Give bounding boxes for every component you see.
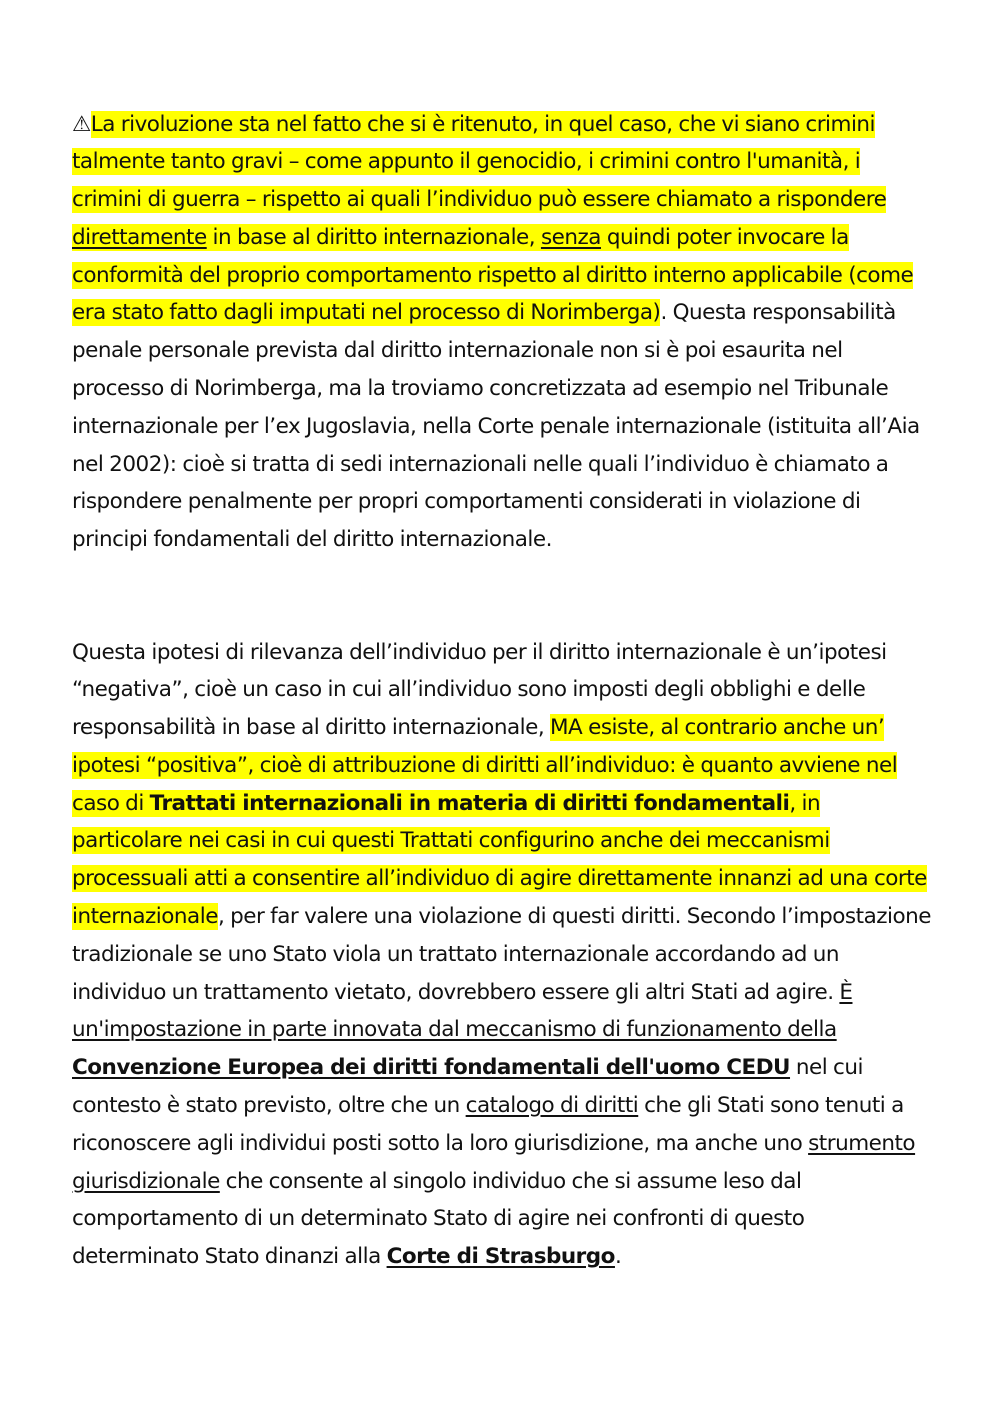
text-run: quindi poter invocare la conformità del proprio comportamento rispetto al diritto interno applicabile (come era stato fatto dagli imputati nel processo di Norimberga) <box>72 224 914 326</box>
bold-text: Trattati internazionali in materia di diritti fondamentali <box>149 790 790 816</box>
text-run: . Questa responsabilità penale personale prevista dal diritto internazionale non si è poi esaurita nel processo di Norimberga, ma la troviamo concretizzata ad esempio nel Tribunale internazionale per l’ex Jugoslavia, nella Corte penale internazionale (istituita all’Aia nel 2002): cioè si tratta di sedi internazionali nelle quali l’individuo è chiamato a rispondere penalmente per propri comportamenti considerati in violazione di principi fondamentali del diritto internazionale. <box>72 300 920 553</box>
warning-icon: ⚠ <box>72 111 91 137</box>
text-run: nel cui contesto è stato previsto, oltre che un <box>72 1055 863 1119</box>
bold-text: Convenzione Europea dei diritti fondamentali dell'uomo CEDU <box>72 1055 791 1081</box>
bold-underlined-text: Corte di Strasburgo <box>386 1244 615 1270</box>
text-run: È un'impostazione in parte innovata dal meccanismo di funzionamento della <box>72 979 853 1043</box>
text-run: Questa ipotesi di rilevanza dell’individuo per il diritto internazionale è un’ipotesi “negativa”, cioè un caso in cui all’individuo sono imposti degli obblighi e delle responsabilità in base al diritto internazionale, <box>72 639 887 741</box>
underlined-text: catalogo di diritti <box>465 1093 639 1119</box>
text-run: che gli Stati sono tenuti a riconoscere agli individui posti sotto la loro giurisdizione, ma anche uno <box>72 1093 904 1156</box>
highlighted-text <box>72 714 927 930</box>
underlined-text: direttamente <box>72 224 207 250</box>
underlined-text: senza <box>540 224 601 250</box>
paragraph-2 <box>72 634 932 1277</box>
text-run: che consente al singolo individuo che si assume leso dal comportamento di un determinato Stato di agire nei confronti di questo determinato Stato dinanzi alla <box>72 1168 805 1270</box>
highlighted-text <box>72 111 913 327</box>
text-run: , per far valere una violazione di questi diritti. Secondo l’impostazione tradizionale se uno Stato viola un trattato internazionale accordando ad un individuo un trattamento vietato, dovrebbero essere gli altri Stati ad agire. <box>72 904 932 1005</box>
text-run: in base al diritto internazionale, <box>206 224 541 250</box>
text-run: . <box>614 1244 622 1270</box>
text-run: MA esiste, al contrario anche un’ ipotesi “positiva”, cioè di attribuzione di diritti all’individuo: è quanto avviene nel caso di <box>72 715 898 816</box>
text-run: La rivoluzione sta nel fatto che si è ritenuto, in quel caso, che vi siano crimini talmente tanto gravi – come appunto il genocidio, i crimini contro l'umanità, i crimini di guerra – rispetto ai quali l’individuo può essere chiamato a rispondere <box>72 111 887 213</box>
text-run: , in particolare nei casi in cui questi Trattati configurino anche dei meccanismi processuali atti a consentire all’individuo di agire direttamente innanzi ad una corte internazionale <box>72 790 927 930</box>
underlined-text: strumento giurisdizionale <box>72 1130 916 1194</box>
paragraph-1 <box>72 106 932 560</box>
